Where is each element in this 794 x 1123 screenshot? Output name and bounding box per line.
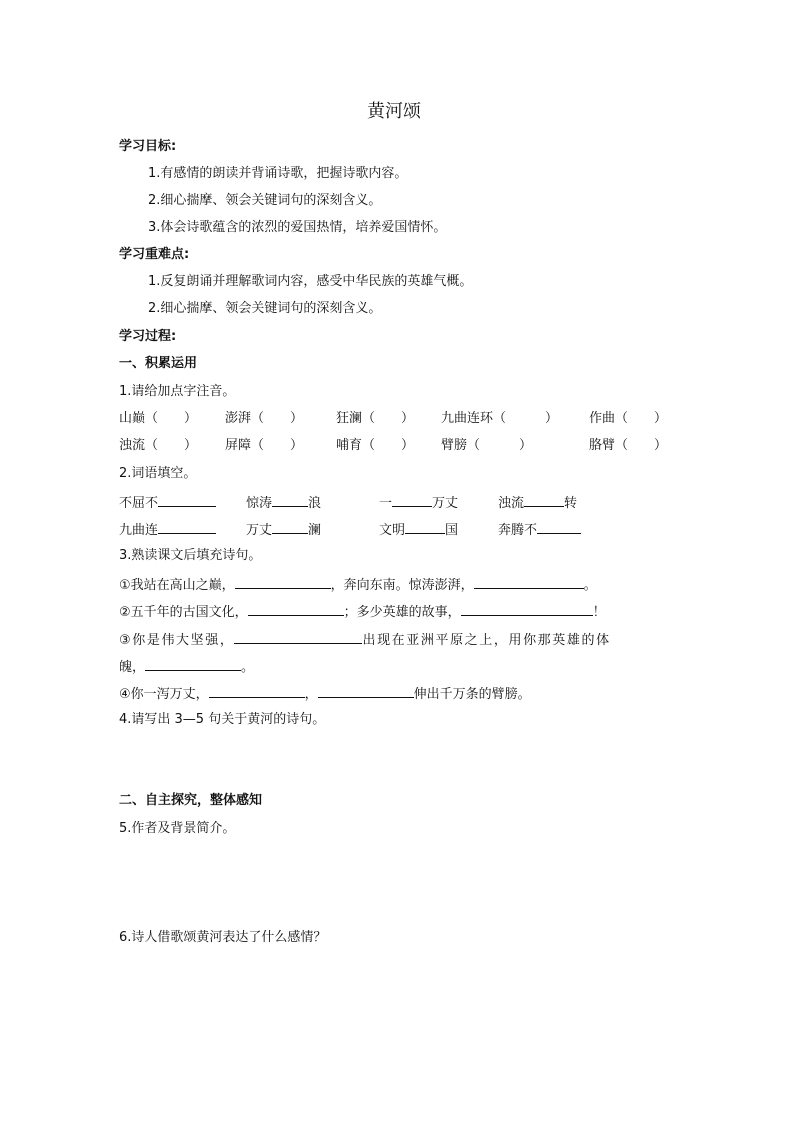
idiom-pre: 万丈: [246, 523, 273, 538]
poem-text: ！: [592, 605, 606, 620]
process-heading: 学习过程:: [119, 329, 177, 344]
idiom-item: [119, 493, 216, 512]
idiom-item: [119, 520, 216, 539]
answer-blank[interactable]: [392, 493, 432, 507]
idiom-post: 万丈: [432, 496, 459, 511]
idiom-post: 国: [445, 523, 459, 538]
idiom-item: [498, 493, 577, 512]
idiom-pre: 一: [379, 496, 393, 511]
pinyin-item: 屏障（ ）: [225, 438, 304, 453]
poem-text: ，: [304, 687, 318, 702]
idiom-pre: 惊涛: [246, 496, 273, 511]
q5-label: 5.作者及背景简介。: [119, 821, 236, 836]
poem-text: 出现在亚洲平原之上，用你那英雄的体: [362, 633, 611, 648]
keypoint-item: 2.细心揣摩、领会关键词句的深刻含义。: [148, 301, 382, 316]
q1-label: 1.请给加点字注音。: [119, 384, 236, 399]
idiom-item: [379, 493, 458, 512]
idiom-pre: 九曲连: [119, 523, 159, 538]
answer-blank[interactable]: [272, 493, 308, 507]
answer-blank[interactable]: [209, 684, 305, 698]
section2-heading: 二、自主探究，整体感知: [119, 793, 263, 808]
poem-text: 。: [241, 660, 255, 675]
section1-heading: 一、积累运用: [119, 356, 198, 371]
keypoints-heading: 学习重难点:: [119, 247, 190, 262]
answer-blank[interactable]: [158, 520, 216, 534]
poem-text: 魄，: [119, 660, 146, 675]
answer-blank[interactable]: [158, 493, 216, 507]
q2-label: 2.词语填空。: [119, 466, 197, 481]
poem-line: [119, 657, 254, 676]
idiom-pre: 浊流: [498, 496, 525, 511]
answer-blank[interactable]: [248, 602, 344, 616]
idiom-post: 转: [564, 496, 578, 511]
idiom-pre: 不屈不: [119, 496, 159, 511]
poem-text: ④你一泻万丈，: [119, 687, 209, 702]
answer-blank[interactable]: [145, 657, 241, 671]
answer-blank[interactable]: [405, 520, 445, 534]
answer-blank[interactable]: [474, 575, 584, 589]
idiom-post: 浪: [308, 496, 322, 511]
poem-text: ，奔向东南。惊涛澎湃，: [330, 578, 474, 593]
idiom-item: [246, 520, 321, 539]
pinyin-item: 狂澜（ ）: [336, 411, 415, 426]
pinyin-item: 澎湃（ ）: [225, 411, 304, 426]
answer-blank[interactable]: [524, 493, 564, 507]
goal-item: 2.细心揣摩、领会关键词句的深刻含义。: [148, 193, 382, 208]
answer-blank[interactable]: [272, 520, 308, 534]
pinyin-item: 浊流（ ）: [119, 438, 198, 453]
answer-blank[interactable]: [318, 684, 414, 698]
goals-heading: 学习目标:: [119, 139, 177, 154]
idiom-pre: 奔腾不: [498, 523, 538, 538]
poem-line: [119, 602, 606, 621]
idiom-item: [246, 493, 321, 512]
pinyin-item: 九曲连环（ ）: [441, 411, 559, 426]
q3-label: 3.熟读课文后填充诗句。: [119, 548, 262, 563]
idiom-item: [379, 520, 458, 539]
answer-blank[interactable]: [537, 520, 581, 534]
idiom-item: [498, 520, 581, 539]
answer-blank[interactable]: [235, 575, 331, 589]
pinyin-item: 胳臂（ ）: [589, 438, 668, 453]
pinyin-item: 哺育（ ）: [336, 438, 415, 453]
poem-text: 伸出千万条的臂膀。: [413, 687, 531, 702]
answer-blank[interactable]: [234, 630, 362, 644]
poem-text: 。: [583, 578, 597, 593]
idiom-post: 澜: [308, 523, 322, 538]
poem-line: [119, 630, 611, 649]
poem-text: ②五千年的古国文化，: [119, 605, 248, 620]
poem-line: [119, 575, 597, 594]
poem-line: [119, 684, 531, 703]
goal-item: 3.体会诗歌蕴含的浓烈的爱国热情，培养爱国情怀。: [148, 220, 447, 235]
poem-text: ；多少英雄的故事，: [343, 605, 461, 620]
answer-blank[interactable]: [461, 602, 593, 616]
poem-text: ③你是伟大坚强，: [119, 633, 235, 648]
keypoint-item: 1.反复朗诵并理解歌词内容，感受中华民族的英雄气概。: [148, 274, 473, 289]
pinyin-item: 山巅（ ）: [119, 411, 198, 426]
idiom-pre: 文明: [379, 523, 406, 538]
page-title: 黄河颂: [367, 101, 421, 122]
goal-item: 1.有感情的朗读并背诵诗歌，把握诗歌内容。: [148, 166, 408, 181]
pinyin-item: 作曲（ ）: [589, 411, 668, 426]
q4-label: 4.请写出 3—5 句关于黄河的诗句。: [119, 712, 326, 727]
poem-text: ①我站在高山之巅，: [119, 578, 235, 593]
q6-label: 6.诗人借歌颂黄河表达了什么感情？: [119, 930, 327, 945]
pinyin-item: 臂膀（ ）: [441, 438, 533, 453]
